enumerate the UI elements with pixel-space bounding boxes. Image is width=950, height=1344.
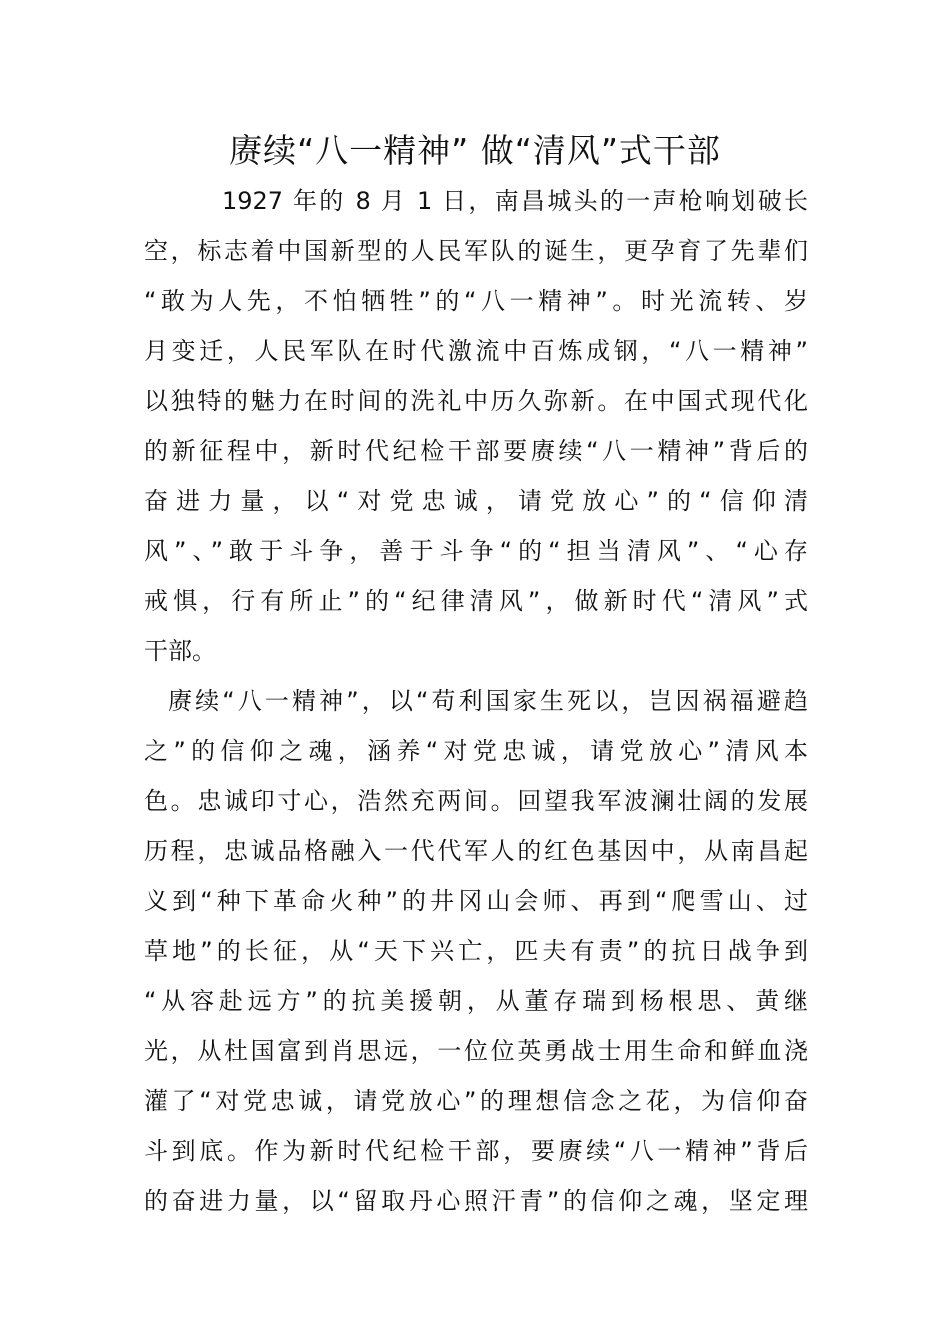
paragraph-1-line-7: 奋进力量，以“对党忠诚，请党放心”的“信仰清 <box>144 487 808 515</box>
paragraph-2-line-3: 色。忠诚印寸心，浩然充两间。回望我军波澜壮阔的发展 <box>144 787 808 815</box>
paragraph-2-line-9: 灌了“对党忠诚，请党放心”的理想信念之花，为信仰奋 <box>144 1087 808 1115</box>
paragraph-1-line-8: 风”、”敢于斗争，善于斗争“的“担当清风”、“心存 <box>144 537 808 565</box>
paragraph-1-line-4: 月变迁，人民军队在时代激流中百炼成钢，“八一精神” <box>144 337 808 365</box>
paragraph-1-line-6: 的新征程中，新时代纪检干部要赓续“八一精神”背后的 <box>144 437 808 465</box>
paragraph-2-line-2: 之”的信仰之魂，涵养“对党忠诚，请党放心”清风本 <box>144 737 808 765</box>
paragraph-2-line-6: 草地”的长征，从“天下兴亡，匹夫有责”的抗日战争到 <box>144 937 808 965</box>
paragraph-2-line-5: 义到“种下革命火种”的井冈山会师、再到“爬雪山、过 <box>144 887 808 915</box>
paragraph-2-line-7: “从容赴远方”的抗美援朝，从董存瑞到杨根思、黄继 <box>144 987 808 1015</box>
paragraph-2-line-8: 光，从杜国富到肖思远，一位位英勇战士用生命和鲜血浇 <box>144 1037 808 1065</box>
paragraph-1-line-2: 空，标志着中国新型的人民军队的诞生，更孕育了先辈们 <box>144 237 808 265</box>
paragraph-2-line-11: 的奋进力量，以“留取丹心照汗青”的信仰之魂，坚定理 <box>144 1187 808 1215</box>
paragraph-1-line-3: “敢为人先，不怕牺牲”的“八一精神”。时光流转、岁 <box>144 287 808 315</box>
document-title: 赓续“八一精神” 做“清风”式干部 <box>229 131 721 170</box>
paragraph-1-line-1: 1927 年的 8 月 1 日，南昌城头的一声枪响划破长 <box>222 187 808 215</box>
paragraph-1-line-9: 戒惧，行有所止”的“纪律清风”，做新时代“清风”式 <box>144 587 808 615</box>
paragraph-2-line-4: 历程，忠诚品格融入一代代军人的红色基因中，从南昌起 <box>144 837 808 865</box>
paragraph-1-line-10: 干部。 <box>144 637 216 665</box>
paragraph-2-line-10: 斗到底。作为新时代纪检干部，要赓续“八一精神”背后 <box>144 1137 808 1165</box>
paragraph-1-line-5: 以独特的魅力在时间的洗礼中历久弥新。在中国式现代化 <box>144 387 808 415</box>
paragraph-2-line-1: 赓续“八一精神”，以“苟利国家生死以，岂因祸福避趋 <box>168 687 808 715</box>
